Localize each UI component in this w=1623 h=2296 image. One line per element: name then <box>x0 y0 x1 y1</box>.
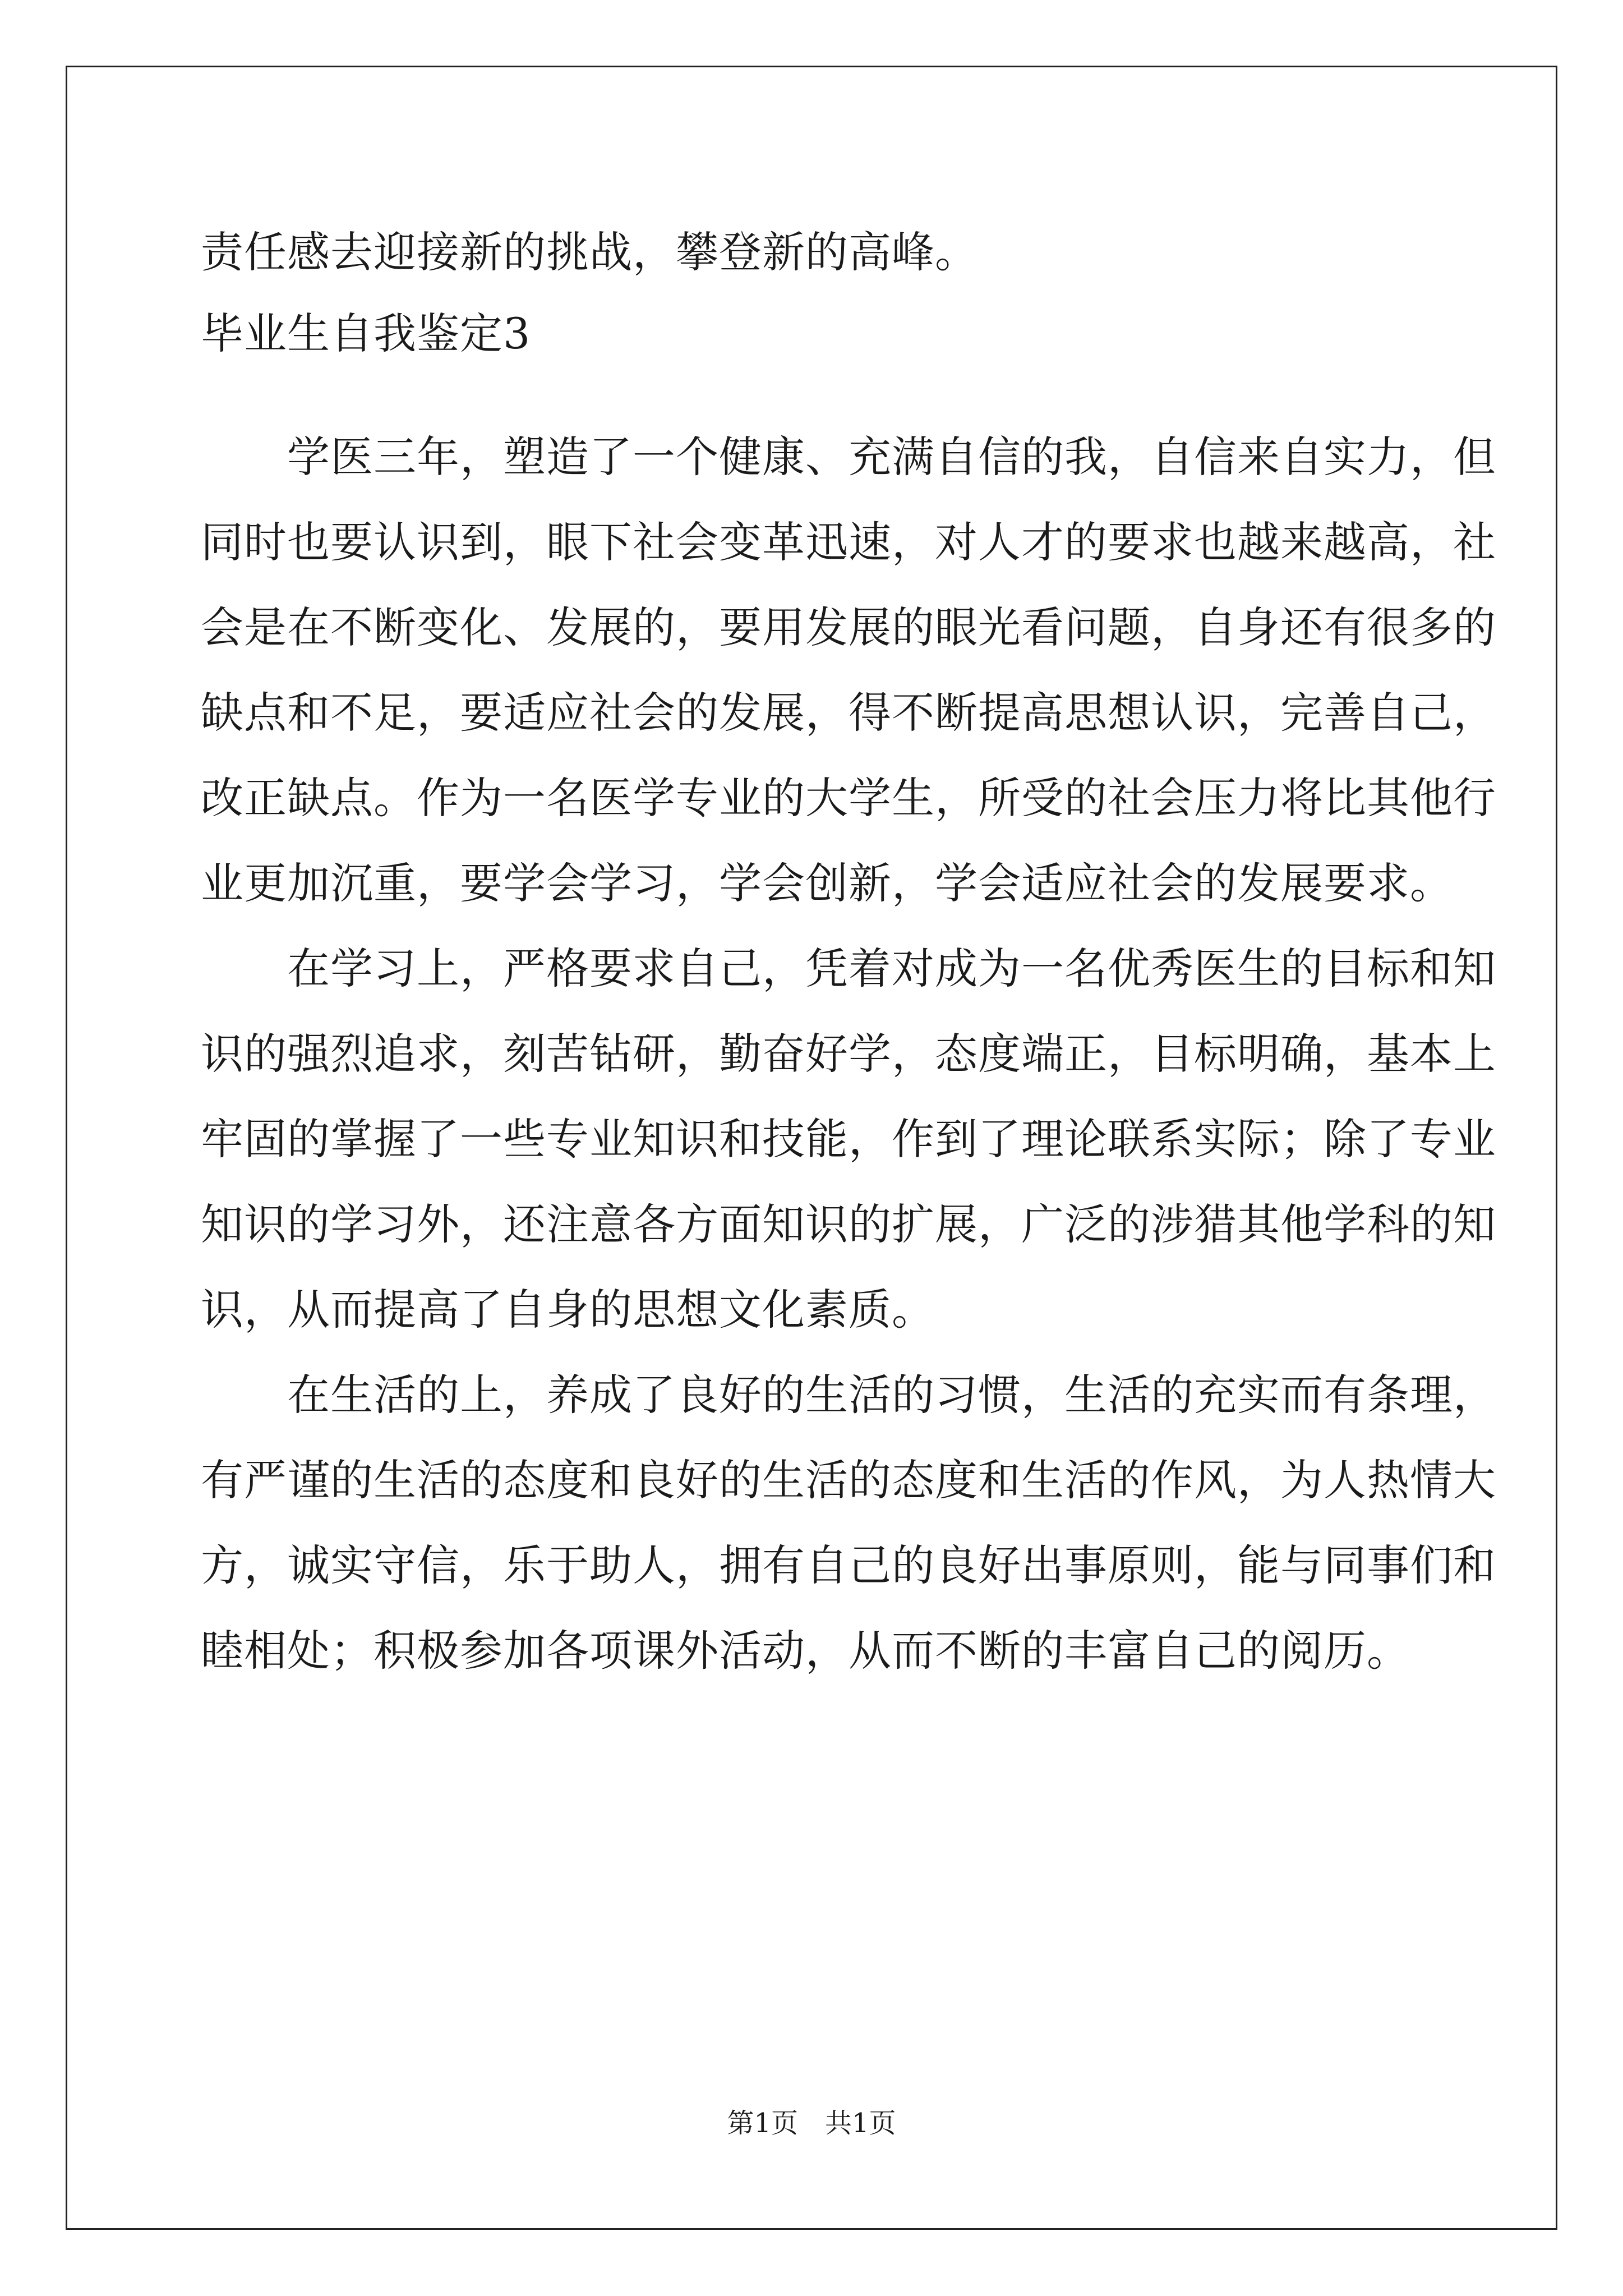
paragraph-2-line-4: 知识的学习外，还注意各方面知识的扩展，广泛的涉猎其他学科的知 <box>201 1199 1496 1249</box>
paragraph-1-line-6: 业更加沉重，要学会学习，学会创新，学会适应社会的发展要求。 <box>201 858 1453 908</box>
paragraph-3-line-2: 有严谨的生活的态度和良好的生活的态度和生活的作风，为人热情大 <box>201 1455 1496 1505</box>
paragraph-1-line-5: 改正缺点。作为一名医学专业的大学生，所受的社会压力将比其他行 <box>201 773 1496 823</box>
paragraph-3-line-4: 睦相处；积极参加各项课外活动，从而不断的丰富自己的阅历。 <box>201 1626 1410 1676</box>
paragraph-line-continuation: 责任感去迎接新的挑战，攀登新的高峰。 <box>201 227 978 277</box>
section-heading: 毕业生自我鉴定3 <box>201 309 531 358</box>
paragraph-1-line-1: 学医三年，塑造了一个健康、充满自信的我，自信来自实力，但 <box>201 432 1496 482</box>
paragraph-3-line-3: 方，诚实守信，乐于助人，拥有自己的良好出事原则，能与同事们和 <box>201 1540 1496 1590</box>
paragraph-2-line-5: 识，从而提高了自身的思想文化素质。 <box>201 1285 935 1335</box>
paragraph-1-line-4: 缺点和不足，要适应社会的发展，得不断提高思想认识，完善自己， <box>201 688 1496 738</box>
paragraph-3-line-1: 在生活的上，养成了良好的生活的习惯，生活的充实而有条理， <box>201 1370 1496 1420</box>
page-footer: 第1页 共1页 <box>727 2108 896 2139</box>
paragraph-2-line-3: 牢固的掌握了一些专业知识和技能，作到了理论联系实际；除了专业 <box>201 1114 1496 1164</box>
paragraph-1-line-3: 会是在不断变化、发展的，要用发展的眼光看问题，自身还有很多的 <box>201 602 1496 652</box>
paragraph-2-line-1: 在学习上，严格要求自己，凭着对成为一名优秀医生的目标和知 <box>201 944 1496 993</box>
paragraph-2-line-2: 识的强烈追求，刻苦钻研，勤奋好学，态度端正，目标明确，基本上 <box>201 1029 1496 1079</box>
paragraph-1-line-2: 同时也要认识到，眼下社会变革迅速，对人才的要求也越来越高，社 <box>201 517 1496 567</box>
